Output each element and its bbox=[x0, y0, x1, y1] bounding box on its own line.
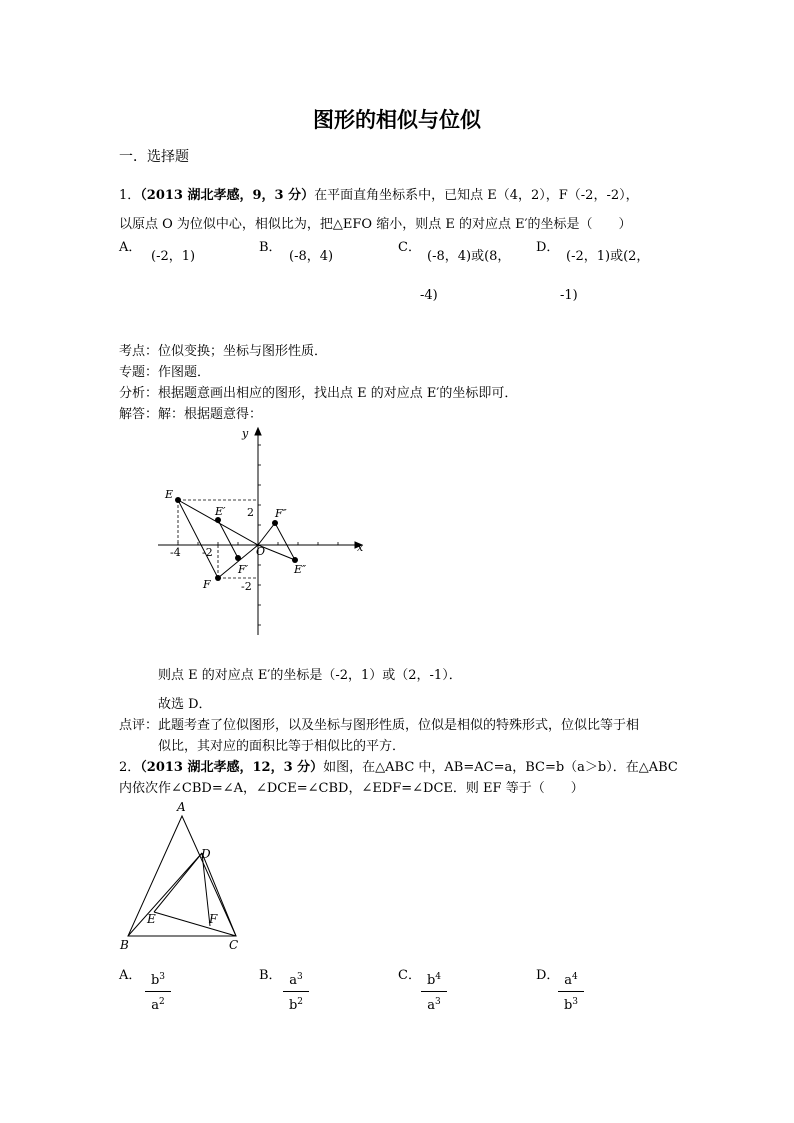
tick-label-y-2: 2 bbox=[247, 506, 254, 519]
label-f2: F″ bbox=[275, 507, 287, 520]
label-e: E bbox=[147, 912, 156, 926]
q1-stem-text1: 在平面直角坐标系中，已知点 E（4，2），F（-2，-2）， bbox=[314, 188, 639, 203]
page-title: 图形的相似与位似 bbox=[313, 107, 481, 132]
q2-option-a-fraction: $b^3$ $a^2$ bbox=[145, 968, 171, 1015]
q1-option-b-text: (-8，4) bbox=[289, 249, 334, 264]
point-f bbox=[215, 575, 221, 581]
q1-kaodian: 考点：位似变换；坐标与图形性质． bbox=[119, 344, 328, 359]
y-axis-arrow bbox=[255, 428, 261, 435]
q1-option-c-text1: (-8，4)或(8， bbox=[427, 249, 511, 264]
q1-option-a-text: (-2，1) bbox=[151, 249, 196, 264]
q1-zhuanti: 专题：作图题． bbox=[119, 365, 211, 380]
q1-comment-line2: 似比，其对应的面积比等于相似比的平方． bbox=[158, 739, 406, 754]
q2-triangle-figure bbox=[115, 798, 255, 956]
q1-option-b-letter: B． bbox=[259, 240, 282, 255]
q1-option-c-text2: -4) bbox=[420, 288, 438, 303]
label-c: C bbox=[229, 938, 239, 952]
q2-source: （2013 湖北孝感，12，3 分） bbox=[140, 760, 324, 775]
tick-label-y-neg2: -2 bbox=[241, 580, 252, 593]
q1-fenxi: 分析：根据题意画出相应的图形，找出点 E 的对应点 E′的坐标即可． bbox=[119, 386, 518, 401]
tick-label-x-neg4: -4 bbox=[170, 546, 181, 559]
q1-option-d-text1: (-2，1)或(2， bbox=[566, 249, 650, 264]
label-o: O bbox=[256, 545, 266, 558]
label-e: E bbox=[165, 488, 174, 501]
segment-e1-f1 bbox=[218, 520, 238, 558]
point-e bbox=[175, 497, 181, 503]
label-f: F bbox=[203, 578, 211, 591]
label-b: B bbox=[120, 938, 129, 952]
q1-choice: 故选 D． bbox=[158, 697, 212, 712]
segment-ce bbox=[154, 912, 236, 936]
q2-option-c-letter: C． bbox=[398, 968, 421, 983]
tick-label-x-neg2: -2 bbox=[202, 546, 213, 559]
label-a: A bbox=[177, 800, 186, 814]
q2-option-a-letter: A． bbox=[119, 968, 142, 983]
point-f1 bbox=[235, 555, 241, 561]
label-f1: F′ bbox=[238, 563, 249, 576]
point-f2 bbox=[272, 520, 278, 526]
section-heading: 一．选择题 bbox=[119, 149, 189, 165]
q2-stem-line1 bbox=[119, 756, 678, 775]
q1-stem-line1 bbox=[119, 184, 639, 203]
q1-comment-line1: 点评：此题考查了位似图形，以及坐标与图形性质，位似是相似的特殊形式，位似比等于相 bbox=[119, 718, 640, 733]
q2-option-b-letter: B． bbox=[259, 968, 282, 983]
q2-stem-text1: 如图，在△ABC 中，AB=AC=a，BC=b（a＞b）．在△ABC bbox=[323, 760, 678, 775]
label-d: D bbox=[201, 847, 211, 861]
q2-option-b-fraction: $a^3$ $b^2$ bbox=[283, 968, 309, 1015]
label-e1: E′ bbox=[215, 505, 226, 518]
q1-answer: 则点 E 的对应点 E′的坐标是（-2，1）或（2，-1）． bbox=[158, 668, 462, 683]
q2-stem-line2: 内依次作∠CBD=∠A，∠DCE=∠CBD，∠EDF=∠DCE．则 EF 等于（ ） bbox=[119, 781, 584, 796]
q2-option-d-fraction: $a^4$ $b^3$ bbox=[558, 968, 584, 1015]
q1-option-a-letter: A． bbox=[119, 240, 142, 255]
q1-number: 1． bbox=[119, 188, 141, 203]
segment-cd bbox=[202, 853, 236, 936]
label-y: y bbox=[242, 427, 249, 440]
label-f: F bbox=[209, 912, 218, 926]
q1-option-d-text2: -1) bbox=[560, 288, 578, 303]
q1-source: （2013 湖北孝感，9，3 分） bbox=[140, 188, 315, 203]
q2-number: 2． bbox=[119, 760, 141, 775]
q1-jieda: 解答：解：根据题意得： bbox=[119, 407, 263, 422]
q2-option-c-fraction: $b^4$ $a^3$ bbox=[421, 968, 447, 1015]
segment-bd bbox=[128, 853, 202, 936]
q1-option-d-letter: D． bbox=[536, 240, 560, 255]
q1-option-c-letter: C． bbox=[398, 240, 421, 255]
q1-coordinate-figure bbox=[150, 420, 380, 645]
label-x: x bbox=[357, 541, 364, 554]
q2-option-d-letter: D． bbox=[536, 968, 560, 983]
q1-stem-line2: 以原点 O 为位似中心，相似比为，把△EFO 缩小，则点 E 的对应点 E′的坐标是（ ） bbox=[119, 217, 632, 232]
label-e2: E″ bbox=[294, 563, 307, 576]
